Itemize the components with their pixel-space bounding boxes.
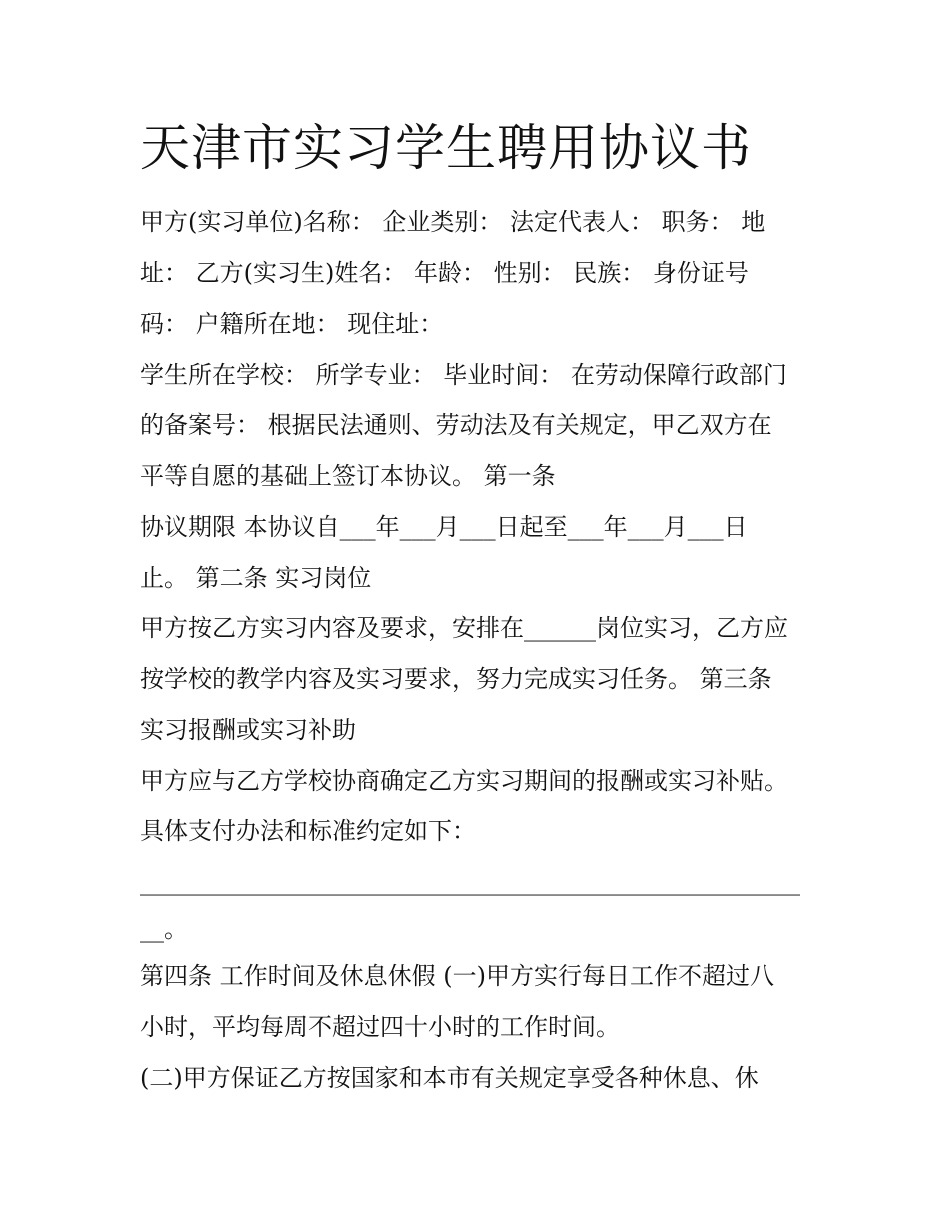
body-line: 学生所在学校： 所学专业： 毕业时间： 在劳动保障行政部门: [140, 361, 787, 389]
body-line: 址： 乙方(实习生)姓名： 年龄： 性别： 民族： 身份证号: [140, 259, 749, 287]
body-line: 止。 第二条 实习岗位: [140, 564, 372, 592]
body-line: 平等自愿的基础上签订本协议。 第一条: [140, 462, 556, 490]
body-line: 甲方应与乙方学校协商确定乙方实习期间的报酬或实习补贴。: [140, 767, 788, 795]
document-title: 天津市实习学生聘用协议书: [140, 119, 752, 177]
body-line: 第四条 工作时间及休息休假 (一)甲方实行每日工作不超过八: [140, 962, 774, 990]
body-line: 小时，平均每周不超过四十小时的工作时间。: [140, 1013, 620, 1041]
body-line: 实习报酬或实习补助: [140, 716, 356, 744]
body-line: __。: [140, 915, 188, 943]
body-line: 甲方(实习单位)名称： 企业类别： 法定代表人： 职务： 地: [140, 208, 766, 236]
body-line: (二)甲方保证乙方按国家和本市有关规定享受各种休息、休: [140, 1064, 759, 1092]
body-line: 具体支付办法和标准约定如下：: [140, 817, 476, 845]
body-line: 按学校的教学内容及实习要求，努力完成实习任务。 第三条: [140, 665, 772, 693]
body-line: 甲方按乙方实习内容及要求，安排在______岗位实习，乙方应: [140, 614, 788, 642]
body-line: 的备案号： 根据民法通则、劳动法及有关规定，甲乙双方在: [140, 411, 772, 439]
body-line: 协议期限 本协议自___年___月___日起至___年___月___日: [140, 513, 748, 541]
blank-fill-line: _______________________________________________________: [140, 868, 800, 896]
body-line: 码： 户籍所在地： 现住址：: [140, 310, 444, 338]
